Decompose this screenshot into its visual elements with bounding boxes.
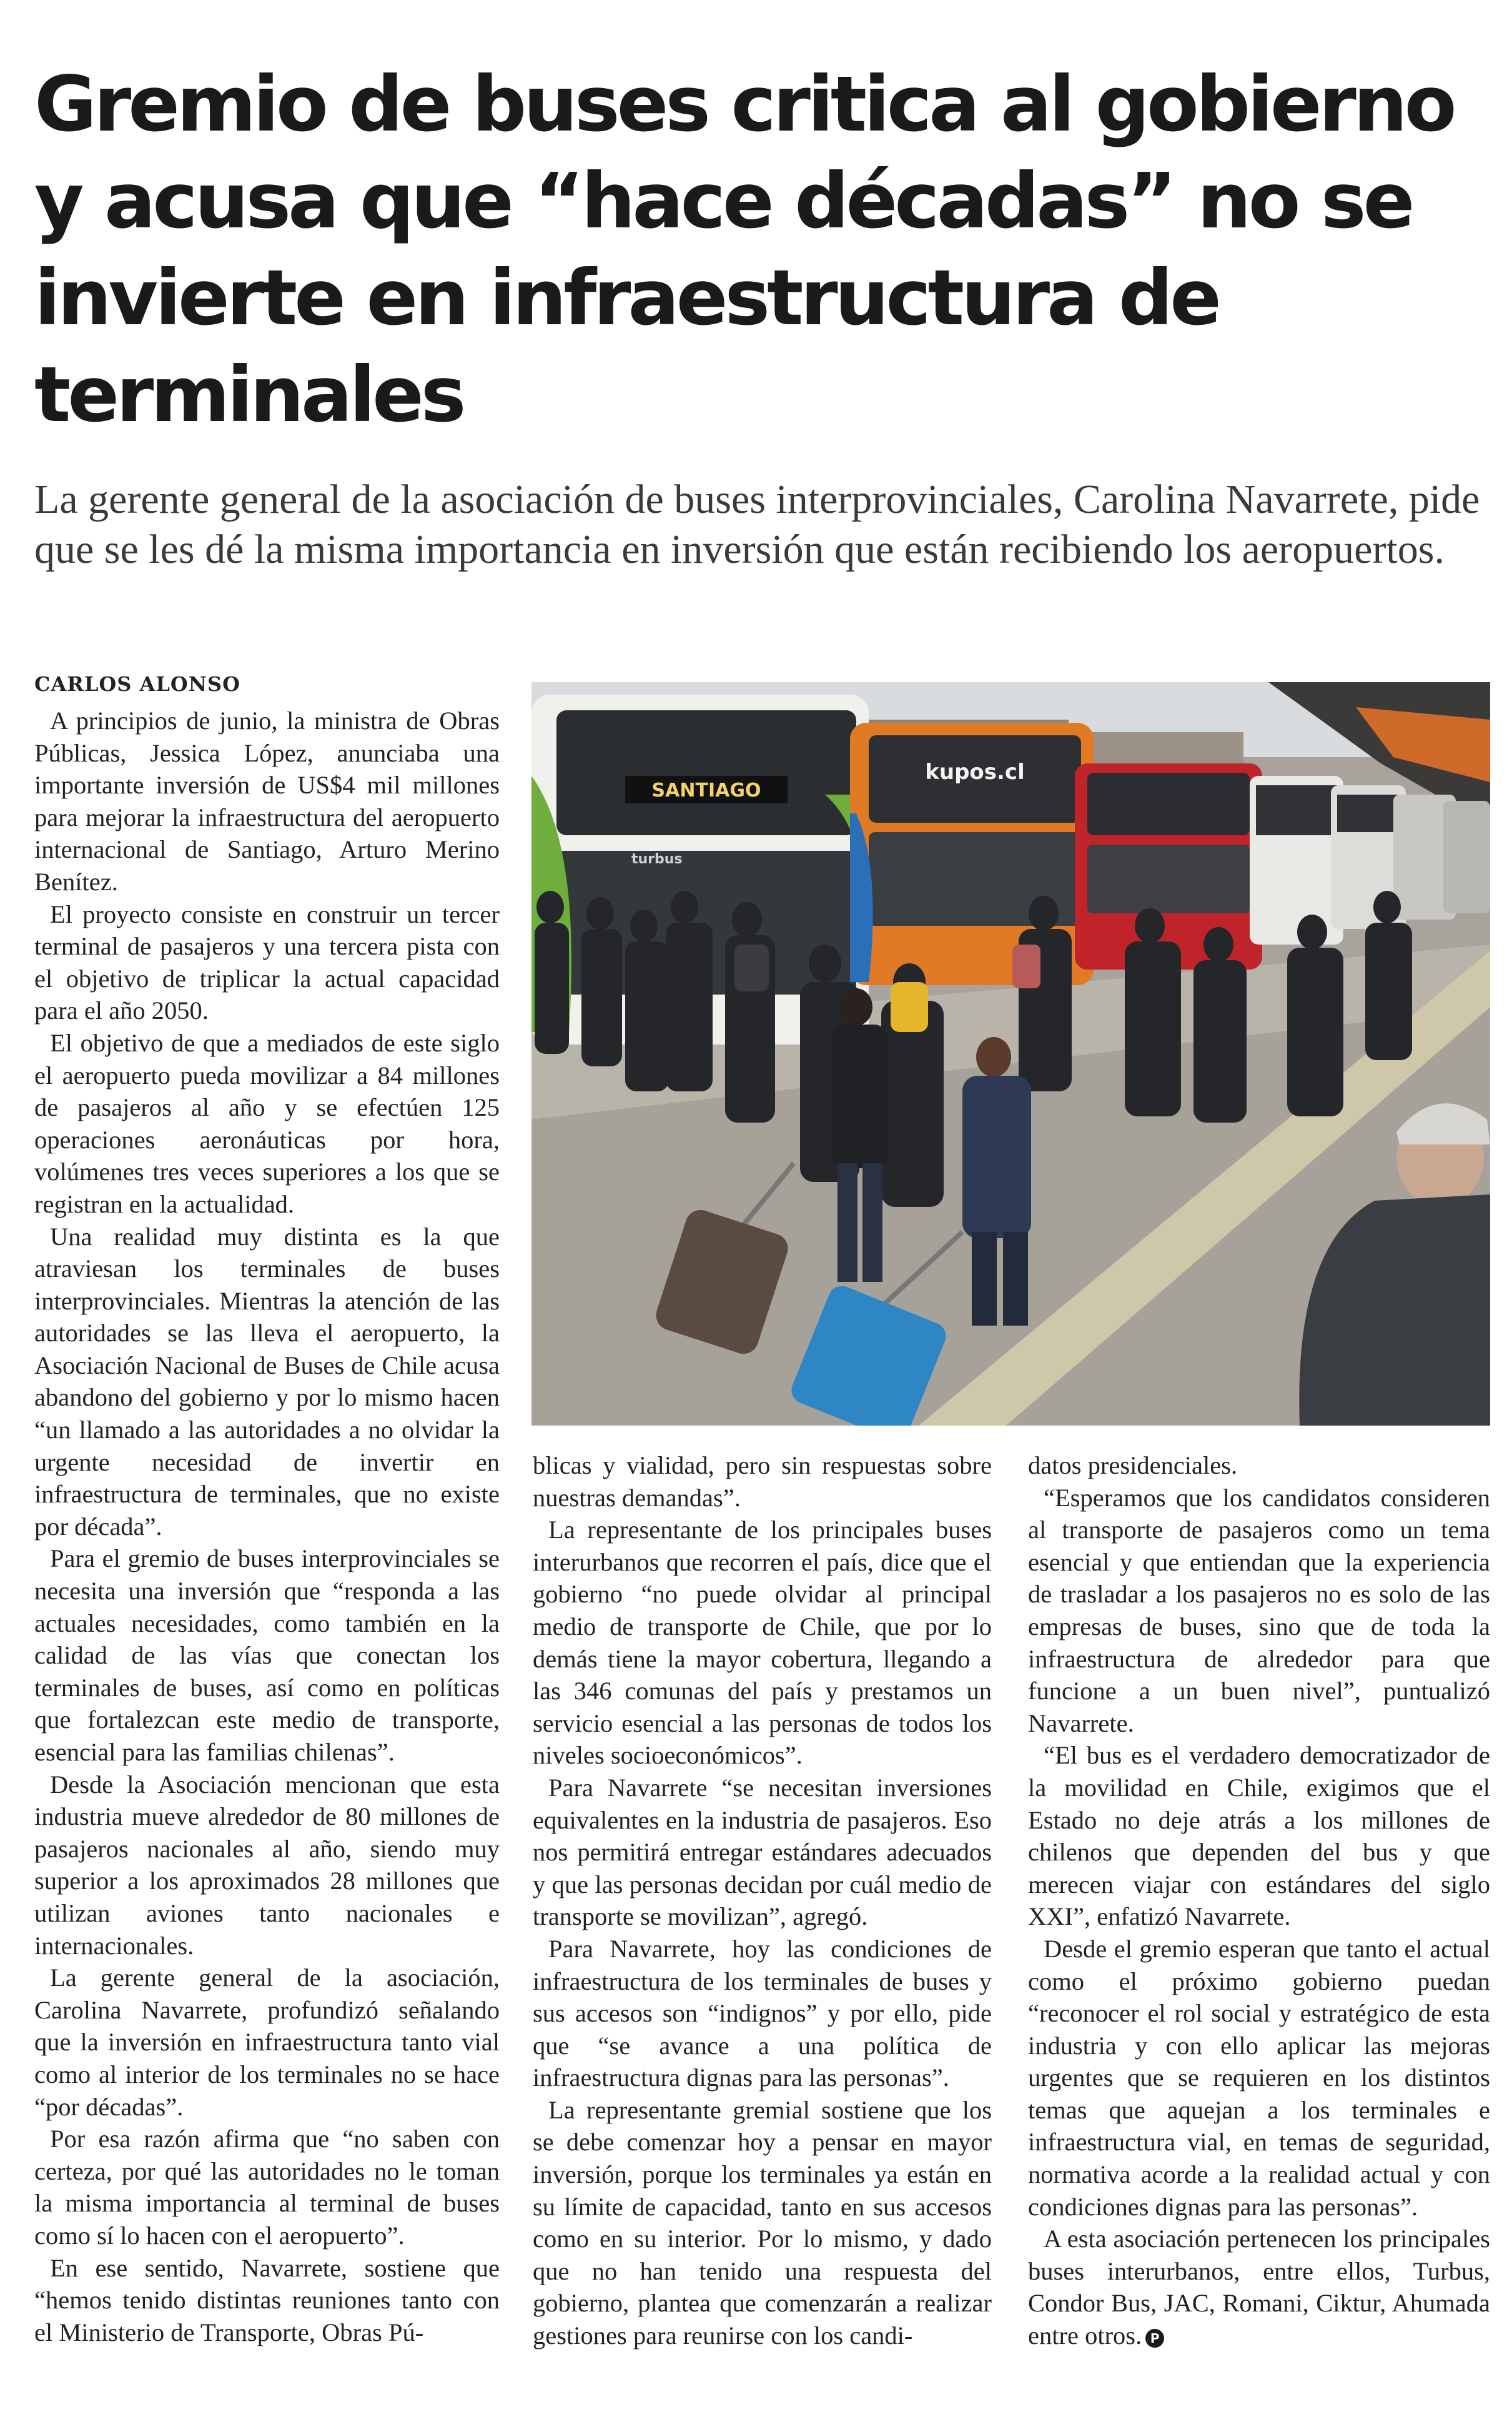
byline: CARLOS ALONSO <box>34 672 240 696</box>
body-column-3 <box>1028 1449 1490 2352</box>
paragraph: La gerente general de la asociación, Carolina Navarrete, profundizó señalando que la inversión en infraestructura tanto vial como al interior de los terminales no se hace “por décadas”. <box>34 1963 500 2121</box>
paragraph: Desde el gremio esperan que tanto el actual como el próximo gobierno puedan “reconocer el rol social y estratégico de esta industria y con ello aplicar las mejoras urgentes que se requieren en los distintos temas que aquejan a los terminales e infraestructura vial, en temas de seguridad, normativa acorde a la realidad actual y con condiciones dignas para las personas”. <box>1028 1934 1490 2221</box>
paragraph: La representante de los principales buses interurbanos que recorren el país, dice que el gobierno “no puede olvidar al principal medio de transporte de Chile, que por lo demás tiene la mayor cobertura, llegando a las 346 comunas del país y prestamos un servicio esencial a las personas de todos los niveles socioeconómicos”. <box>533 1516 992 1770</box>
paragraph: Para Navarrete “se necesitan inversiones equivalentes en la industria de pasajeros. Eso nos permitirá entregar estándares adecuados y que las personas decidan por cuál medio de transporte se movilizan”, agregó. <box>533 1773 992 1931</box>
deck-subtitle: La gerente general de la asociación de buses interprovinciales, Carolina Navarrete, pide que se les dé la misma importancia en inversión que están recibiendo los aeropuertos. <box>34 477 1480 572</box>
paragraph: La representante gremial sostiene que los se debe comenzar hoy a pensar en mayor inversión, porque los terminales ya están en su límite de capacidad, tanto en sus accesos como en su interior. Por lo mismo, y dado que no han tenido una respuesta del gobierno, plantea que comenzarán a realizar gestiones para reunirse con los candi- <box>533 2095 992 2350</box>
paragraph: El objetivo de que a mediados de este siglo el aeropuerto pueda movilizar a 84 millones de pasajeros al año y se efectúen 125 operaciones aeronáuticas por hora, volúmenes tres veces superiores a los que se registran en la actualidad. <box>34 1028 500 1218</box>
body-column-2 <box>533 1449 992 2352</box>
paragraph: El proyecto consiste en construir un tercer terminal de pasajeros y una tercera pista con el objetivo de triplicar la actual capacidad para el año 2050. <box>34 900 500 1025</box>
bus-logo-turbus: turbus <box>631 851 683 867</box>
paragraph <box>1028 2223 1490 2351</box>
bus-red <box>1075 763 1262 970</box>
paragraph: Desde la Asociación mencionan que esta industria mueve alrededor de 80 millones de pasajeros nacionales al año, siendo muy superior a los aproximados 28 millones que utilizan aviones tanto nacionales e internacionales. <box>34 1770 500 1960</box>
paragraph: Para Navarrete, hoy las condiciones de infraestructura de los terminales de buses y sus accesos son “indignos” y por ello, pide que “se avance a una política de infraestructura dignas para las personas”. <box>533 1934 992 2092</box>
paragraph: Para el gremio de buses interprovinciales se necesita una inversión que “responda a las actuales necesidades, como también en la calidad de las vías que conectan los terminales de buses, así como en políticas que fortalezcan este medio de transporte, esencial para las familias chilenas”. <box>34 1544 500 1766</box>
final-paragraph-text: A esta asociación pertenecen los principales buses interurbanos, entre ellos, Turbus, Condor Bus, JAC, Romani, Ciktur, Ahumada entre otros. <box>1028 2225 1490 2350</box>
paragraph: A principios de junio, la ministra de Obras Públicas, Jessica López, anunciaba una importante inversión de US$4 mil millones para mejorar la infraestructura del aeropuerto internacional de Santiago, Arturo Merino Benítez. <box>34 707 500 896</box>
paragraph: “Esperamos que los candidatos consideren al transporte de pasajeros como un tema esencial y que entiendan que la experiencia de trasladar a los pasajeros no es solo de las empresas de buses, sino que de toda la infraestructura de alrededor para que funcione a un buen nivel”, puntualizó Navarrete. <box>1028 1483 1490 1737</box>
bus-terminal-photo <box>531 682 1490 1426</box>
paragraph: Una realidad muy distinta es la que atraviesan los terminales de buses interprovinciales. Mientras la atención de las autoridades se las lleva el aeropuerto, la Asociación Nacional de Buses de Chile acusa abandono del gobierno y por lo mismo hacen “un llamado a las autoridades a no olvidar la urgente necesidad de invertir en infraestructura de terminales, que no existe por década”. <box>34 1222 500 1541</box>
bus-sign-santiago: SANTIAGO <box>651 780 761 802</box>
paragraph-continuation: blicas y vialidad, pero sin respuestas sobre nuestras demandas”. <box>533 1451 992 1512</box>
paragraph: Por esa razón afirma que “no saben con certeza, por qué las autoridades no le toman la misma importancia al terminal de buses como sí lo hacen con el aeropuerto”. <box>34 2125 500 2250</box>
bus-sign-kupos: kupos.cl <box>925 760 1025 785</box>
end-mark-icon: P <box>1145 2329 1164 2348</box>
body-column-1 <box>34 705 500 2348</box>
paragraph: “El bus es el verdadero democratizador de la movilidad en Chile, exigimos que el Estado no deje atrás a los millones de chilenos que dependen del bus y que merecen viajar con estándares del siglo XXI”, enfatizó Navarrete. <box>1028 1741 1490 1931</box>
paragraph-continuation: datos presidenciales. <box>1028 1451 1238 1479</box>
headline: Gremio de buses critica al gobierno y acusa que “hace décadas” no se invierte en infraestructura de terminales <box>34 60 1454 439</box>
paragraph: En ese sentido, Navarrete, sostiene que “hemos tenido distintas reuniones tanto con el Ministerio de Transporte, Obras Pú- <box>34 2253 500 2346</box>
